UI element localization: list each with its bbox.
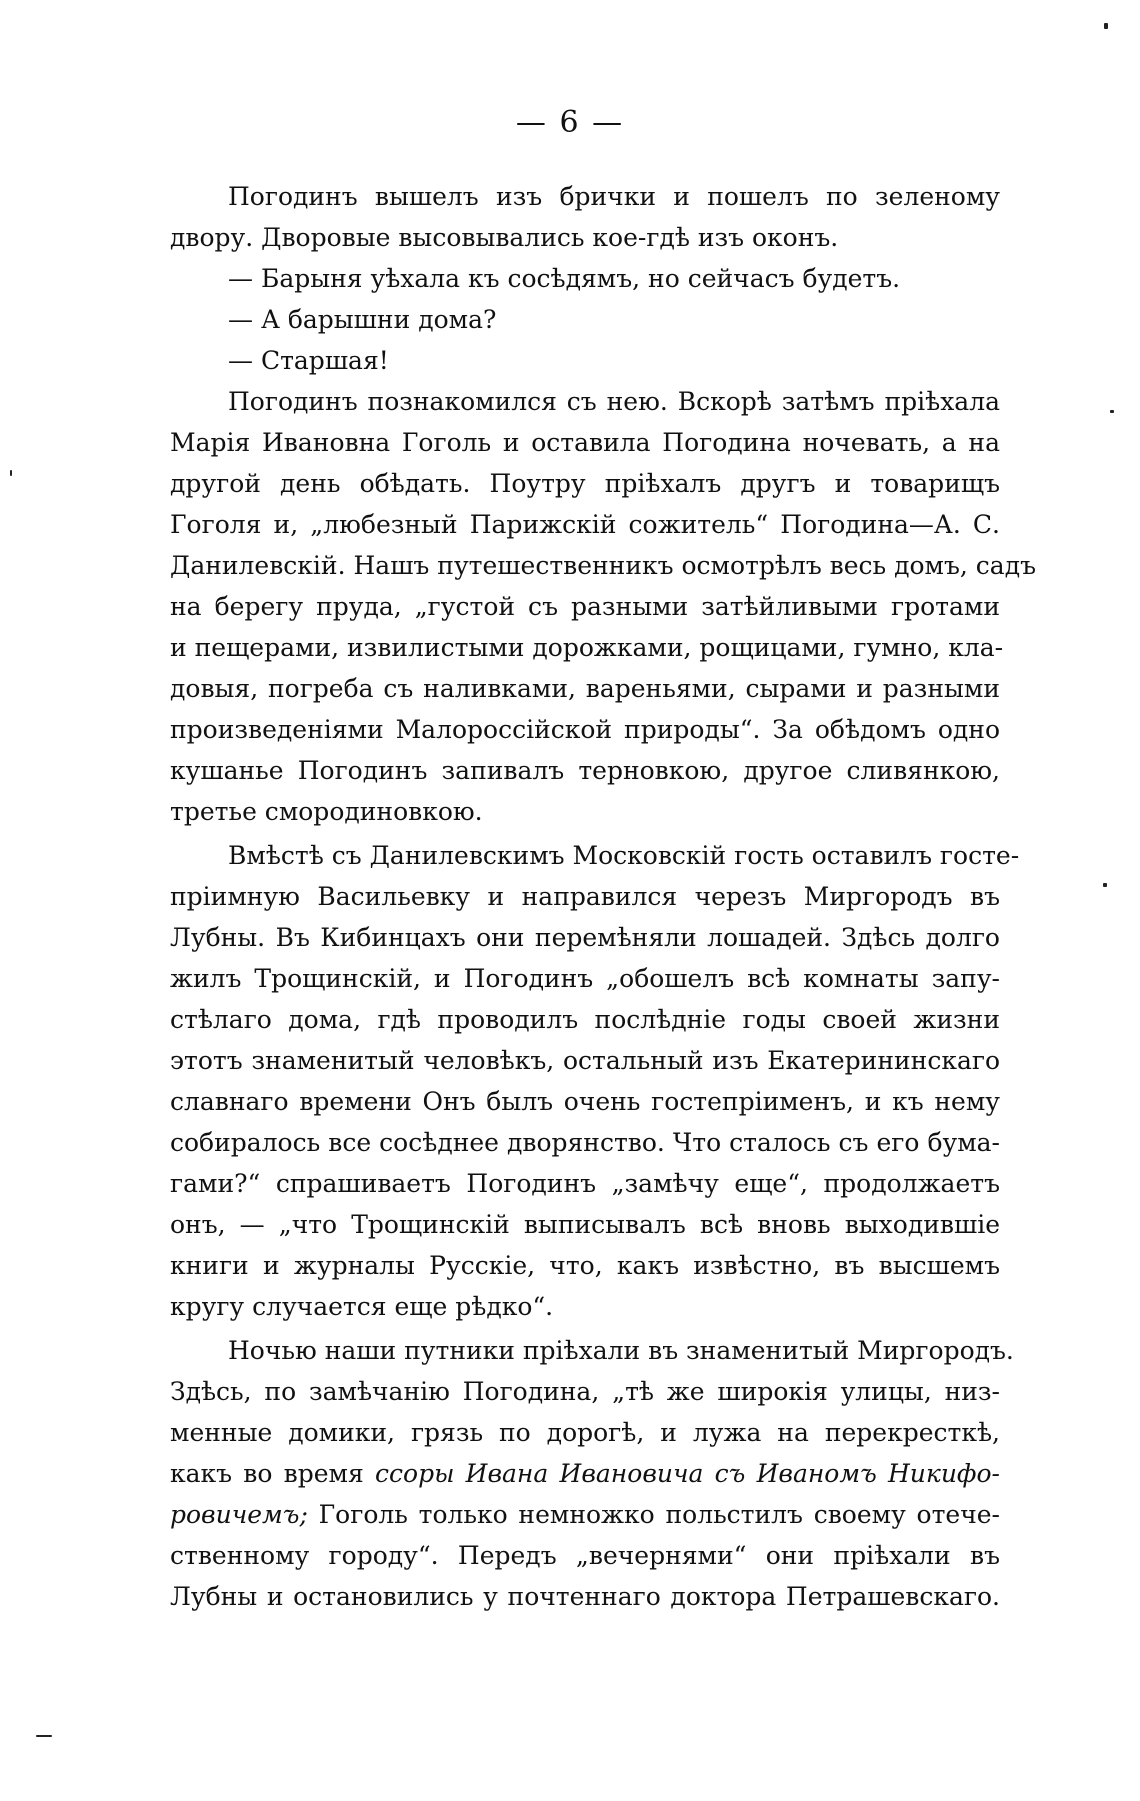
text-line: Здѣсь, по замѣчанію Погодина, „тѣ же широкія улицы, низ-: [170, 1377, 1000, 1406]
plain-text: какъ во время: [170, 1459, 376, 1488]
body-text: [170, 176, 1037, 1617]
page-number: — 6 —: [515, 105, 625, 140]
text-line: онъ, — „что Трощинскій выписывалъ всѣ вновь выходившіе: [170, 1210, 1000, 1239]
text-line: стѣлаго дома, гдѣ проводилъ послѣдніе годы своей жизни: [170, 1005, 1000, 1034]
text-line: славнаго времени Онъ былъ очень гостепріименъ, и къ нему: [170, 1087, 1000, 1116]
text-line: Марія Ивановна Гоголь и оставила Погодина ночевать, а на: [170, 428, 1000, 457]
text-line: и пещерами, извилистыми дорожками, рощицами, гумно, кла-: [170, 633, 1004, 662]
text-line: кушанье Погодинъ запивалъ терновкою, другое сливянкою,: [170, 756, 1000, 785]
text-line: кругу случается еще рѣдко“.: [170, 1292, 554, 1321]
scan-speck: [36, 1735, 52, 1737]
text-line: на берегу пруда, „густой съ разными затѣйливыми гротами: [170, 592, 1000, 621]
text-line-mixed: [170, 1494, 1000, 1535]
text-line-mixed: [170, 1453, 1000, 1494]
text-line: произведеніями Малороссійской природы“. За обѣдомъ одно: [170, 715, 1000, 744]
dialogue-line: — Старшая!: [228, 346, 389, 375]
text-line: Лубны. Въ Кибинцахъ они перемѣняли лошадей. Здѣсь долго: [170, 923, 1000, 952]
text-line: этотъ знаменитый человѣкъ, остальный изъ Екатерининскаго: [170, 1046, 1000, 1075]
text-line: ственному городу“. Передъ „вечернями“ они пріѣхали въ: [170, 1541, 1000, 1570]
text-line: Погодинъ познакомился съ нею. Вскорѣ затѣмъ пріѣхала: [228, 387, 1000, 416]
text-line: Ночью наши путники пріѣхали въ знаменитый Миргородъ.: [228, 1336, 1014, 1365]
text-line: довыя, погреба съ наливками, вареньями, сырами и разными: [170, 674, 1000, 703]
scan-speck: [10, 470, 12, 476]
text-line: двору. Дворовые высовывались кое-гдѣ изъ оконъ.: [170, 223, 839, 252]
text-line: менные домики, грязь по дорогѣ, и лужа на перекресткѣ,: [170, 1418, 1000, 1447]
italic-title: ссоры Ивана Ивановича съ Иваномъ Никифо-: [375, 1459, 1000, 1488]
text-line: Погодинъ вышелъ изъ брички и пошелъ по зеленому: [228, 182, 1000, 211]
scan-speck: [1103, 883, 1107, 887]
text-line: Лубны и остановились у почтеннаго доктора Петрашевскаго.: [170, 1582, 1000, 1611]
text-line: Гоголя и, „любезный Парижскій сожитель“ Погодина—А. С.: [170, 510, 1000, 539]
text-line: книги и журналы Русскіе, что, какъ извѣстно, въ высшемъ: [170, 1251, 1000, 1280]
text-line: пріимную Васильевку и направился черезъ Миргородъ въ: [170, 882, 1000, 911]
text-line: другой день обѣдать. Поутру пріѣхалъ другъ и товарищъ: [170, 469, 1000, 498]
italic-title: ровичемъ;: [170, 1500, 308, 1529]
text-line: собиралось все сосѣднее дворянство. Что сталось съ его бума-: [170, 1128, 1000, 1157]
text-line: гами?“ спрашиваетъ Погодинъ „замѣчу еще“, продолжаетъ: [170, 1169, 1000, 1198]
scan-speck: [1110, 410, 1114, 413]
scan-speck: [1104, 23, 1108, 29]
plain-text: Гоголь только немножко польстилъ своему отече-: [307, 1500, 1000, 1529]
text-line: Данилевскій. Нашъ путешественникъ осмотрѣлъ весь домъ, садъ: [170, 551, 1037, 580]
dialogue-line: — А барышни дома?: [228, 305, 497, 334]
text-line: жилъ Трощинскій, и Погодинъ „обошелъ всѣ комнаты запу-: [170, 964, 1000, 993]
text-line: Вмѣстѣ съ Данилевскимъ Московскій гость оставилъ госте-: [228, 841, 1020, 870]
text-line: третье смородиновкою.: [170, 797, 483, 826]
dialogue-line: — Барыня уѣхала къ сосѣдямъ, но сейчасъ будетъ.: [228, 264, 901, 293]
